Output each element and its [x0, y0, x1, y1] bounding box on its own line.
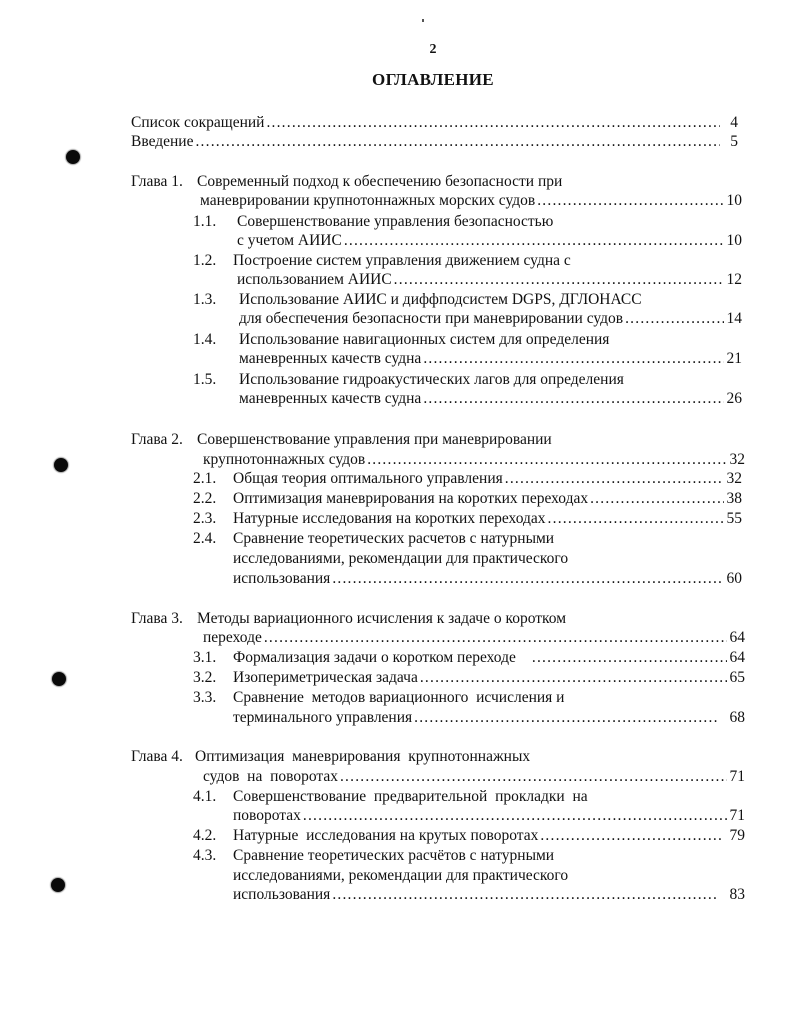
toc-section-1-5-line1[interactable] — [193, 370, 753, 390]
toc-section-2-3[interactable] — [193, 509, 742, 529]
toc-chapter-1-title-line2[interactable] — [200, 191, 742, 211]
section-number: 1.3. — [193, 291, 217, 308]
section-title-cont: поворотах — [233, 807, 301, 824]
toc-section-4-1-line1[interactable] — [193, 787, 753, 807]
section-number: 4.2. — [193, 827, 217, 844]
toc-entry-text: Список сокращений — [131, 114, 265, 131]
section-number: 4.3. — [193, 847, 217, 864]
section-title-cont: терминального управления — [233, 709, 413, 726]
toc-section-4-3-line2[interactable] — [233, 866, 753, 886]
chapter-label: Глава 1. — [131, 173, 183, 190]
section-title: Общая теория оптимального управления — [233, 470, 503, 487]
section-title: Использование гидроакустических лагов для определения — [239, 371, 624, 388]
toc-section-1-1-line1[interactable] — [193, 212, 753, 232]
section-title-cont: маневренных качеств судна — [239, 350, 422, 367]
section-title-cont: исследованиями, рекомендации для практического — [233, 550, 569, 567]
dot-leader — [412, 708, 719, 728]
section-title-cont: исследованиями, рекомендации для практического — [233, 867, 569, 884]
toc-section-1-3-line2[interactable] — [239, 309, 742, 329]
toc-section-2-1[interactable] — [193, 469, 742, 489]
chapter-title-cont: крупнотоннажных судов — [203, 451, 366, 468]
toc-page-number: 64 — [729, 649, 745, 666]
dot-leader — [342, 231, 724, 251]
chapter-title-cont: судов на поворотах — [203, 768, 338, 785]
toc-entry-introduction[interactable] — [131, 132, 738, 152]
chapter-label: Глава 3. — [131, 610, 183, 627]
section-number: 3.1. — [193, 649, 217, 666]
scan-speck — [422, 19, 424, 22]
chapter-title-cont: переходе — [203, 629, 262, 646]
toc-section-1-3-line1[interactable] — [193, 290, 753, 310]
toc-section-1-1-line2[interactable] — [237, 231, 742, 251]
toc-page-number: 79 — [729, 827, 745, 844]
page-title: ОГЛАВЛЕНИЕ — [372, 70, 494, 89]
section-number: 1.1. — [193, 213, 217, 230]
toc-section-3-1[interactable] — [193, 648, 745, 668]
section-title: Сравнение методов вариационного исчисления и — [233, 689, 565, 706]
toc-chapter-3-title-line2[interactable] — [203, 628, 745, 648]
toc-chapter-3-title-line1[interactable] — [131, 609, 751, 629]
chapter-title: Методы вариационного исчисления к задаче о коротком — [197, 610, 567, 627]
dot-leader — [262, 628, 727, 648]
toc-page-number: 10 — [726, 192, 742, 209]
section-title-cont: использования — [233, 886, 331, 903]
toc-section-2-4-line3[interactable] — [233, 569, 742, 589]
toc-section-4-2[interactable] — [193, 826, 745, 846]
section-title-cont: использования — [233, 570, 331, 587]
dot-leader — [535, 191, 724, 211]
dot-leader — [330, 885, 719, 905]
dot-leader — [338, 767, 727, 787]
toc-page-number: 55 — [726, 510, 742, 527]
chapter-title: Оптимизация маневрирования крупнотоннажных — [195, 748, 531, 765]
dot-leader — [392, 270, 724, 290]
toc-section-3-3-line2[interactable] — [233, 708, 745, 728]
section-title: Натурные исследования на коротких переходах — [233, 510, 546, 527]
section-number: 3.2. — [193, 669, 217, 686]
toc-section-1-2-line1[interactable] — [193, 251, 753, 271]
punch-hole-4 — [51, 878, 65, 892]
section-title: Формализация задачи о коротком переходе — [233, 649, 516, 666]
section-number: 1.4. — [193, 331, 217, 348]
toc-page-number: 64 — [729, 629, 745, 646]
dot-leader — [538, 826, 721, 846]
chapter-title: Совершенствование управления при маневрировании — [197, 431, 552, 448]
section-title-cont: использованием АИИС — [237, 271, 392, 288]
toc-section-2-2[interactable] — [193, 489, 742, 509]
section-title: Построение систем управления движением судна с — [233, 252, 571, 269]
toc-section-1-4-line1[interactable] — [193, 330, 753, 350]
section-number: 3.3. — [193, 689, 217, 706]
dot-leader — [546, 509, 724, 529]
toc-page-number: 32 — [726, 470, 742, 487]
toc-page-number: 65 — [729, 669, 745, 686]
section-number: 1.5. — [193, 371, 217, 388]
section-title: Совершенствование предварительной прокладки на — [233, 788, 588, 805]
dot-leader — [421, 389, 724, 409]
section-title-cont: с учетом АИИС — [237, 232, 342, 249]
section-number: 2.3. — [193, 510, 217, 527]
toc-page-number: 83 — [729, 886, 745, 903]
toc-section-4-1-line2[interactable] — [233, 806, 745, 826]
dot-leader — [418, 668, 727, 688]
toc-page-number: 32 — [729, 451, 745, 468]
toc-page-number: 12 — [726, 271, 742, 288]
section-title: Сравнение теоретических расчетов с натурными — [233, 530, 555, 547]
section-number: 2.2. — [193, 490, 217, 507]
section-title: Использование навигационных систем для определения — [239, 331, 610, 348]
dot-leader — [588, 489, 724, 509]
toc-chapter-4-title-line2[interactable] — [203, 767, 745, 787]
section-title: Оптимизация маневрирования на коротких переходах — [233, 490, 589, 507]
dot-leader — [623, 309, 724, 329]
punch-hole-1 — [66, 150, 80, 164]
toc-chapter-2-title-line2[interactable] — [203, 450, 745, 470]
toc-entry-abbreviations[interactable] — [131, 113, 738, 133]
toc-page-number: 71 — [729, 768, 745, 785]
toc-page-number: 38 — [726, 490, 742, 507]
section-number: 2.1. — [193, 470, 217, 487]
chapter-label: Глава 4. — [131, 748, 183, 765]
section-title: Сравнение теоретических расчётов с натурными — [233, 847, 555, 864]
section-title: Изопериметрическая задача — [233, 669, 418, 686]
toc-section-1-5-line2[interactable] — [239, 389, 742, 409]
punch-hole-2 — [54, 458, 68, 472]
toc-section-2-4-line1[interactable] — [193, 529, 753, 549]
toc-section-3-3-line1[interactable] — [193, 688, 753, 708]
dot-leader — [365, 450, 727, 470]
toc-section-4-3-line1[interactable] — [193, 846, 753, 866]
section-number: 2.4. — [193, 530, 217, 547]
toc-entry-text: Введение — [131, 133, 194, 150]
toc-section-4-3-line3[interactable] — [233, 885, 745, 905]
dot-leader — [421, 349, 724, 369]
toc-section-1-4-line2[interactable] — [239, 349, 742, 369]
punch-hole-3 — [52, 672, 66, 686]
toc-page-number: 68 — [729, 709, 745, 726]
toc-page-number: 10 — [726, 232, 742, 249]
toc-section-2-4-line2[interactable] — [233, 549, 753, 569]
toc-page-number: 14 — [726, 310, 742, 327]
section-number: 4.1. — [193, 788, 217, 805]
section-title: Использование АИИС и диффподсистем DGPS, ДГЛОНАСС — [239, 291, 642, 308]
toc-page-number: 26 — [726, 390, 742, 407]
toc-section-3-2[interactable] — [193, 668, 745, 688]
toc-page-number: 60 — [726, 570, 742, 587]
dot-leader — [503, 469, 724, 489]
page-number: 2 — [429, 42, 437, 57]
toc-section-1-2-line2[interactable] — [237, 270, 742, 290]
section-number: 1.2. — [193, 252, 217, 269]
toc-page-number: 21 — [726, 350, 742, 367]
dot-leader — [530, 648, 727, 668]
section-title: Натурные исследования на крутых поворотах — [233, 827, 539, 844]
dot-leader — [264, 113, 720, 133]
toc-chapter-2-title-line1[interactable] — [131, 430, 751, 450]
dot-leader — [330, 569, 724, 589]
toc-page-number: 71 — [729, 807, 745, 824]
chapter-title-cont: маневрировании крупнотоннажных морских судов — [200, 192, 536, 209]
section-title-cont: маневренных качеств судна — [239, 390, 422, 407]
section-title-cont: для обеспечения безопасности при маневрировании судов — [239, 310, 624, 327]
dot-leader — [193, 132, 720, 152]
toc-page-number: 5 — [730, 133, 738, 150]
section-title: Совершенствование управления безопасностью — [237, 213, 554, 230]
chapter-title: Современный подход к обеспечению безопасности при — [197, 173, 563, 190]
toc-page-number: 4 — [730, 114, 738, 131]
dot-leader — [301, 806, 727, 826]
chapter-label: Глава 2. — [131, 431, 183, 448]
toc-chapter-1-title-line1[interactable] — [131, 172, 751, 192]
toc-chapter-4-title-line1[interactable] — [131, 747, 751, 767]
